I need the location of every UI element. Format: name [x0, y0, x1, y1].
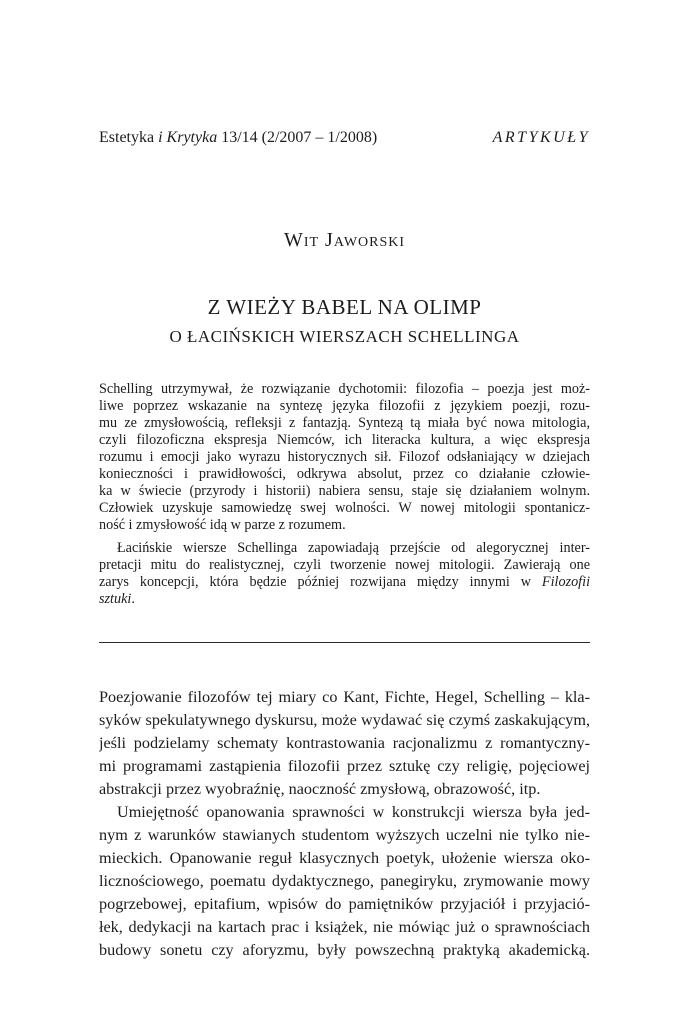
journal-name-italic: i Krytyka [158, 129, 218, 146]
abstract-line: rozumu i emocji jako wyrazu historycznych sił. Filozof odsłaniający w dziejach [99, 449, 590, 465]
author-name: Wit Jaworski [283, 229, 406, 251]
body-line: syków spekulatywnego dyskursu, może wydawać się czymś zaskakującym, [99, 711, 590, 729]
body-line: Umiejętność opanowania sprawności w konstrukcji wiersza była jed- [117, 803, 590, 821]
abstract-line-with-italic [99, 574, 590, 591]
abstract-line: Łacińskie wiersze Schellinga zapowiadają przejście od alegorycznej inter- [117, 540, 590, 556]
journal-issue: 13/14 (2/2007 – 1/2008) [221, 129, 378, 146]
body-line: pogrzebowej, epitafium, wpisów do pamiętników przyjaciół i przyjació- [99, 895, 590, 913]
body-line: licznościowego, poematu dydaktycznego, panegiryku, zrymowanie mowy [99, 872, 590, 890]
abstract-line: ność i zmysłowość idą w parze z rozumem. [99, 517, 346, 533]
body-line: mi programami zastąpienia filozofii przez sztukę czy religię, pojęciowej [99, 757, 590, 775]
abstract-line: konieczności i prawidłowości, odkrywa absolut, przez co działanie człowie- [99, 466, 590, 482]
body-line: abstrakcji przez wyobraźnię, naoczność zmysłową, obrazowość, itp. [99, 780, 541, 798]
section-divider [99, 642, 590, 643]
body-line: nym z warunków stawianych studentom wyższych uczelni nie tylko nie- [99, 826, 590, 844]
italic-book-title-cont: sztuki [99, 591, 132, 607]
final-period: . [131, 591, 135, 607]
italic-book-title: Filozofii [541, 574, 590, 590]
body-line: jeśli podzielamy schematy kontrastowania racjonalizmu z romantyczny- [99, 734, 590, 752]
abstract-line-text: zarys koncepcji, która będzie później rozwijana między innymi w [99, 574, 531, 590]
abstract-line: pretacji mitu do realistycznej, czyli tworzenie nowej mitologii. Zawierają one [99, 557, 590, 573]
abstract-line: czyli filozoficzna ekspresja Niemców, ich literacka kultura, a więc ekspresja [99, 432, 590, 448]
body-line: budowy sonetu czy aforyzmu, były powszechną praktyką akademicką. [99, 941, 590, 959]
journal-name: Estetyka [99, 129, 155, 146]
abstract-line: ka w świecie (przyrody i historii) nabiera sensu, staje się działaniem wolnym. [99, 483, 590, 499]
body-line: łek, dedykacji na kartach prac i książek, nie mówiąc już o sprawnościach [99, 918, 590, 936]
article-subtitle: O ŁACIŃSKICH WIERSZACH SCHELLINGA [169, 327, 520, 346]
abstract-line: mu ze zmysłowością, refleksji z fantazją. Syntezą tą miała być nowa mitologia, [99, 415, 590, 431]
body-line: mieckich. Opanowanie reguł klasycznych poetyk, ułożenie wiersza oko- [99, 849, 590, 867]
running-header [99, 128, 590, 148]
abstract-line [99, 591, 590, 608]
abstract-line: Schelling utrzymywał, że rozwiązanie dychotomii: filozofia – poezja jest moż- [99, 381, 590, 397]
section-label: ARTYKUŁY [492, 129, 590, 146]
body-line: Poezjowanie filozofów tej miary co Kant, Fichte, Hegel, Schelling – kla- [99, 688, 590, 706]
article-title: Z WIEŻY BABEL NA OLIMP [207, 295, 482, 319]
abstract-line: liwe poprzez wskazanie na syntezę języka filozofii z językiem poezji, rozu- [99, 398, 590, 414]
abstract-line: Człowiek uzyskuje samowiedzę swej wolności. W nowej mitologii spontanicz- [99, 500, 590, 516]
journal-citation [99, 128, 377, 148]
